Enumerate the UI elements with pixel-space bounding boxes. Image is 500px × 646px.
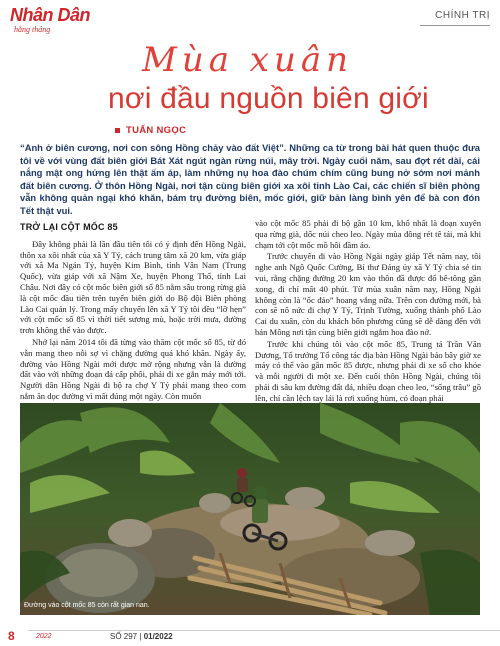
right-column [255,218,481,405]
logo-text: Nhân Dân [10,5,91,25]
byline [115,125,186,136]
issue-separator: | [139,632,144,641]
title-line-1: Mùa xuân [142,40,354,80]
logo-subtitle: hằng tháng [14,25,51,34]
section-label: CHÍNH TRỊ [435,10,490,21]
forest-trail-illustration [20,403,480,615]
lead-paragraph: “Anh ở biên cương, nơi con sông Hồng chảy vào đất Việt”. Những ca từ trong bài hát quen thuộc đưa tôi về với vùng đất biên giới Bát Xát ngút ngàn rừng núi, mây trời. Ngày cuối năm, sau đợt rét dài, cái nắng mật ong hửng lên thật ấm áp, làm những nụ hoa đào chúm chím cũng bung nở sớm nơi mảnh đất biên cương. Ở thôn Hồng Ngài, nơi tận cùng biên giới xa xôi tỉnh Lào Cai, các chiến sĩ biên phòng vẫn không quản ngại khó khăn, bám trụ đường biên, mốc giới, giữ bản làng bình yên để bà con đón Tết thật vui. [20,142,480,216]
body-paragraph: Nhớ lại năm 2014 tôi đã từng vào thăm cột mốc số 85, từ đó vẫn mang theo nỗi sợ vì chặng đường quá khó khăn. Ngày ấy, đường vào Hồng Ngài mới được mở rộng nhưng vẫn là đường đất vào với những đoạn đá cấp phối, phải đi xe gắn máy mới tới. Người dân Hồng Ngài đi bộ ra chợ Y Tý phải mang theo com nắm ăn dọc đường vì mất đúng một ngày. Còn muốn [20,336,246,401]
article-photo [20,403,480,615]
issue-info [110,632,173,641]
issue-date: 01/2022 [143,632,173,641]
left-column [20,222,246,403]
footer-rule [28,630,500,631]
photo-caption: Đường vào cột mốc 85 còn rất gian nan. [24,602,150,609]
section-heading: TRỞ LẠI CỘT MỐC 85 [20,222,118,232]
masthead-logo [10,6,102,40]
body-paragraph: Trước khi chúng tôi vào cột mốc 85, Trung tá Trần Văn Dương, Tổ trưởng Tổ công tác địa bàn Hồng Ngài bảo bây giờ xe máy có thể vào gần mốc 85 được, nhưng phải đi xe số cho khỏe và mỗi người đi một xe. Đến cuối thôn Hồng Ngài, chúng tôi phải đi sâu km đường đất đá, nhiều đoạn cheo leo, “sống trâu” gồ lên, chỉ cần lệch tay lái là rơi xuống hùm, có đoạn phải [255,338,481,403]
body-paragraph: Đây không phải là lần đầu tiên tôi có ý định đến Hồng Ngài, thôn xa xôi nhất của xã Y Tý, cách trung tâm xã 20 km, vừa giáp với xã Ma Ngán Tý, huyện Kim Bình, tỉnh Vân Nam (Trung Quốc), vừa giáp với xã Nậm Xe, huyện Phong Thổ, tỉnh Lai Châu. Nơi đây có cột mốc biên giới số 85 nằm sâu trong rừng già là cột mốc đầu tiên trên tuyến biên giới do Bộ đội Biên phòng Lào Cai quản lý. Trong mấy chuyến lên xã Y Tý tôi đều “lỡ hẹn” với cột mốc số 85 vì thời tiết sương mù, hoặc trời mưa, đường trơn không thể vào được. [20,238,246,336]
byline-square-icon [115,128,120,133]
author-name: TUẤN NGỌC [126,125,187,136]
title-line-2: nơi đầu nguồn biên giới [108,82,429,115]
issue-number: SỐ 297 [110,632,138,641]
body-paragraph: Trước chuyến đi vào Hồng Ngài ngày giáp Tết năm nay, tôi nghe anh Ngô Quốc Cường, Bí thư Đảng ủy xã Y Tý chia sẻ tin vui, rằng chặng đường 20 km vào thôn đã được đổ bê-tông gần xong, đi chỉ mất 40 phút. Từ mùa xuân năm nay, Hồng Ngài không còn là “ốc đảo” hoang vắng nữa. Trên con đường mới, bà con sẽ nô nức đi chợ Y Tý, Trịnh Tường, xuống thành phố Lào Cai du xuân, còn du khách bốn phương cũng sẽ dễ dàng đến với bản Mông nơi tận cùng biên giới ngắm hoa đào nở. [255,251,481,337]
page-number: 8 [8,629,15,643]
footer-mark: 2022 [36,633,52,640]
section-rule [420,25,490,26]
body-paragraph: vào cột mốc 85 phải đi bộ gần 10 km, khổ nhất là đoạn xuyên qua rừng già, dốc núi cheo leo. Ngày mùa đông rét tê tái, mà khi chạm tới cột mốc mồ hôi đầm áo. [255,218,481,250]
page-footer [0,628,500,646]
